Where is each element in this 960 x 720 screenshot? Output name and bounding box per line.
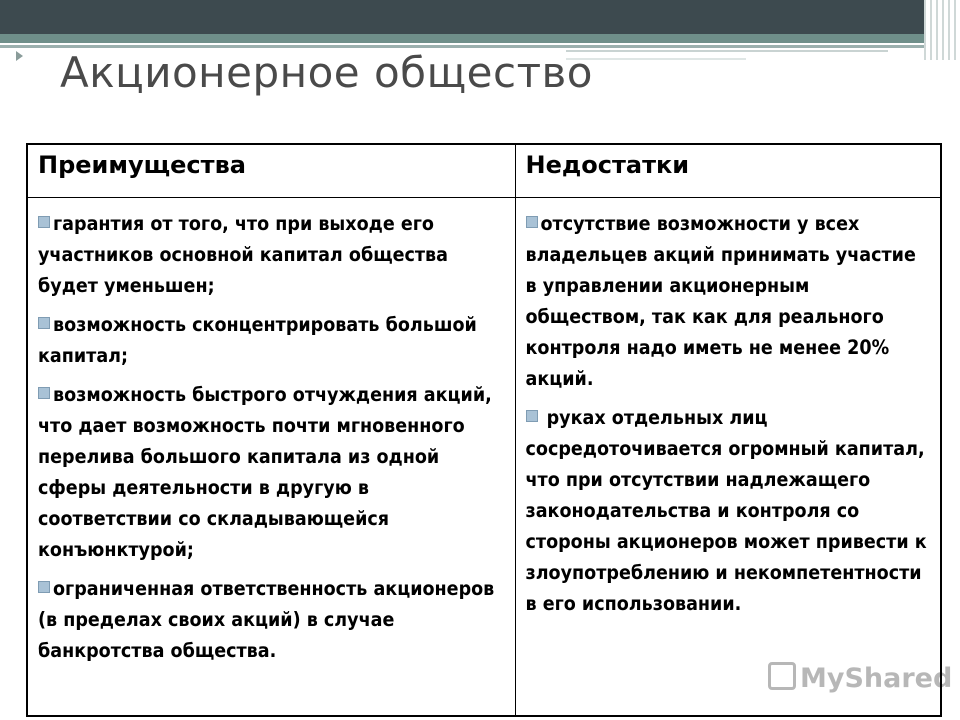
disadvantages-cell <box>515 198 941 717</box>
vertical-decor-lines <box>924 0 960 60</box>
watermark <box>768 662 952 694</box>
item-text: возможность сконцентрировать большой капитал; <box>38 313 477 367</box>
item-text: гарантия от того, что при выходе его участников основной капитал общества будет уменьшен; <box>38 212 448 297</box>
list-item <box>38 208 505 301</box>
item-text: отсутствие возможности у всех владельцев акций принимать участие в управлении акционерным обществом, так как для реального контроля надо иметь не менее 20% акций. <box>525 212 916 390</box>
bullet-icon <box>38 216 50 228</box>
table-header-row <box>27 144 941 198</box>
watermark-text: MyShared <box>800 663 953 694</box>
bullet-icon <box>526 216 538 228</box>
list-item <box>526 208 931 394</box>
item-text: возможность быстрого отчуждения акций, что дает возможность почти мгновенного перелива большого капитала из одной сферы деятельности в другую в соответствии со складывающейся конъюнктурой; <box>38 383 492 561</box>
decor-triangle-icon <box>16 51 23 61</box>
bullet-icon <box>38 317 50 329</box>
bullet-icon <box>38 387 50 399</box>
advantages-cell <box>27 198 515 717</box>
accent-decor-bar <box>0 34 960 43</box>
header-disadvantages: Недостатки <box>515 144 941 198</box>
list-item <box>38 573 505 666</box>
bullet-icon <box>38 581 50 593</box>
item-text: ограниченная ответственность акционеров (в пределах своих акций) в случае банкротства общества. <box>38 577 495 662</box>
thin-decor-line-2 <box>566 50 888 52</box>
watermark-logo-icon <box>768 662 796 690</box>
slide-title: Акционерное общество <box>60 48 593 97</box>
thin-decor-line-3 <box>566 58 746 60</box>
header-advantages: Преимущества <box>27 144 515 198</box>
item-text: руках отдельных лиц сосредоточивается огромный капитал, что при отсутствии надлежащего законодательства и контроля со стороны акционеров может привести к злоупотреблению и некомпетентности в его использовании. <box>525 406 927 615</box>
list-item <box>526 402 931 619</box>
table-row <box>27 198 941 717</box>
list-item <box>38 379 505 565</box>
list-item <box>38 309 505 371</box>
top-decor-bar <box>0 0 960 34</box>
bullet-icon <box>526 410 538 422</box>
comparison-table <box>26 143 942 717</box>
